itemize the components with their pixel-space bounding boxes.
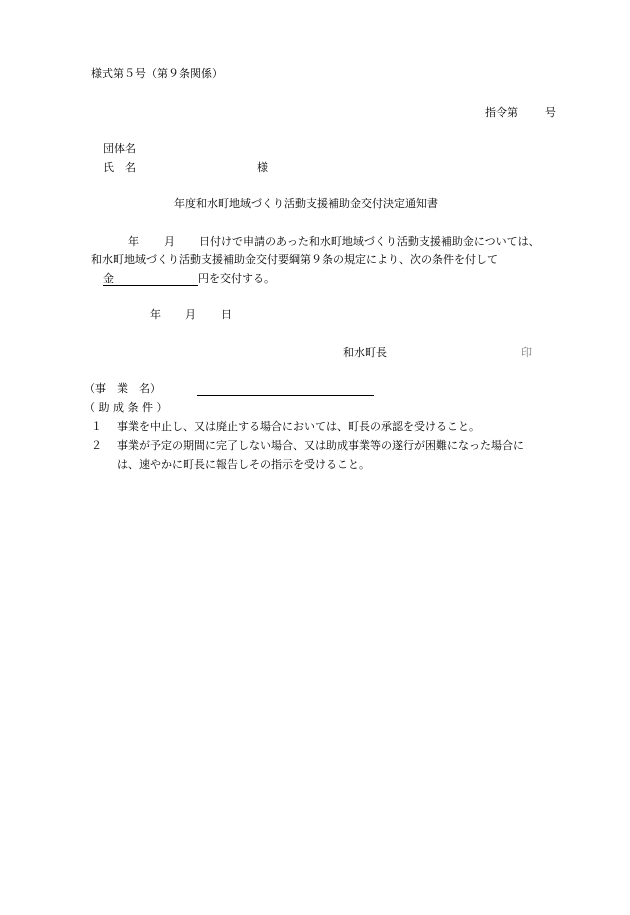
issue-date-day: 日 [221, 308, 232, 321]
condition-2-text-continued: は、速やかに町長に報告しその指示を受けること。 [117, 458, 370, 471]
project-name-label: （事 業 名） [84, 382, 161, 395]
organization-label: 団体名 [103, 142, 136, 155]
body-line-2: 和水町地域づくり活動支援補助金交付要綱第９条の規定により、次の条件を付して [91, 253, 498, 266]
project-name-blank-line [197, 395, 374, 396]
body-date-year: 年 [128, 235, 139, 248]
name-label: 氏 名 [103, 161, 136, 174]
condition-1-number: １ [91, 420, 102, 433]
amount-prefix: 金 [103, 272, 114, 285]
directive-number-prefix: 指令第 [485, 106, 518, 119]
form-number: 様式第５号（第９条関係） [91, 67, 223, 80]
conditions-heading: （ 助 成 条 件 ） [84, 401, 168, 414]
condition-2-number: ２ [91, 439, 102, 452]
document-title: 年度和水町地域づくり活動支援補助金交付決定通知書 [174, 197, 438, 210]
issue-date-month: 月 [185, 308, 196, 321]
condition-2-text: 事業が予定の期間に完了しない場合、又は助成事業等の遂行が困難になった場合に [117, 439, 524, 452]
condition-1-text: 事業を中止し、又は廃止する場合においては、町長の承認を受けること。 [117, 420, 480, 433]
body-date-month: 月 [164, 235, 175, 248]
issue-date-year: 年 [150, 308, 161, 321]
issuer-title: 和水町長 [343, 346, 387, 359]
body-line-1: 日付けで申請のあった和水町地域づくり活動支援補助金については、 [199, 235, 540, 248]
directive-number-suffix: 号 [545, 106, 556, 119]
honorific: 様 [257, 161, 268, 174]
seal-mark: 印 [521, 346, 532, 359]
amount-blank-line [103, 285, 198, 286]
amount-suffix: 円を交付する。 [198, 272, 275, 285]
